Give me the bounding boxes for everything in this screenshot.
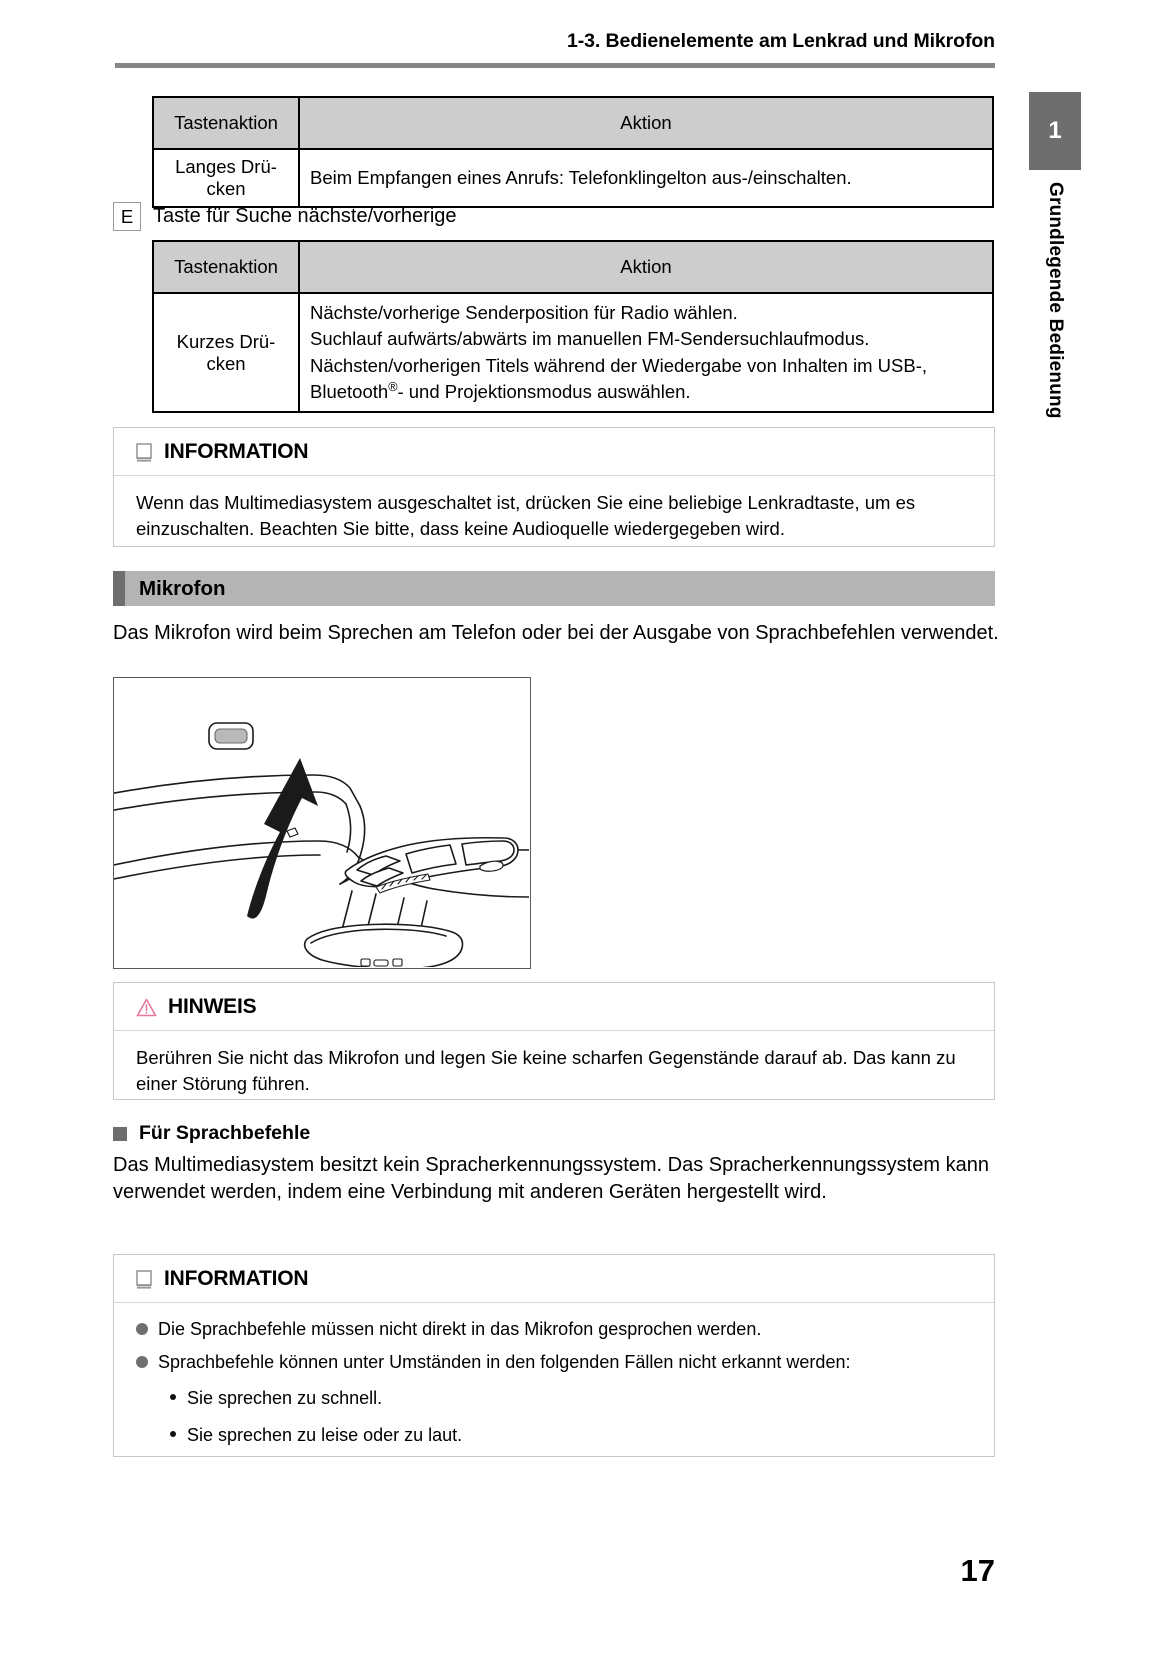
hinweis-box <box>113 982 995 1100</box>
information-box-2-header <box>114 1255 994 1303</box>
warning-triangle-icon <box>136 998 157 1017</box>
information-icon <box>136 1270 153 1289</box>
illustration-svg <box>114 678 529 967</box>
table-header-row <box>153 97 993 149</box>
information-box-1 <box>113 427 995 547</box>
information-icon <box>136 443 153 462</box>
table2-header-aktion: Aktion <box>299 241 993 293</box>
hinweis-box-header <box>114 983 994 1031</box>
list-item-text: Sie sprechen zu schnell. <box>187 1387 383 1408</box>
table-long-press <box>152 96 994 208</box>
bullet-dot-icon <box>136 1356 148 1368</box>
table2-desc-line-3a: Nächsten/vorherigen Titels während der Wiedergabe von Inhalten im <box>310 354 873 376</box>
table2-desc-line-3c: - und Projektionsmodus auswählen. <box>397 380 691 402</box>
header-divider-rule <box>115 63 995 68</box>
table1-header-aktion: Aktion <box>299 97 993 149</box>
table-short-press <box>152 240 994 413</box>
table2-desc-line-2: Suchlauf aufwärts/abwärts im manuellen FM-Sendersuchlaufmodus. <box>310 328 870 350</box>
information-box-2 <box>113 1254 995 1457</box>
registered-trademark-symbol: ® <box>388 379 398 394</box>
table2-desc-line-3b: USB-, Bluetooth <box>310 354 927 402</box>
hinweis-box-body: Berühren Sie nicht das Mikrofon und legen Sie keine scharfen Gegenstände darauf ab. Das kann zu einer Störung führen. <box>136 1047 956 1095</box>
table2-desc-line-1: Nächste/vorherige Senderposition für Radio wählen. <box>310 302 738 323</box>
information-icon-svg <box>136 1270 153 1289</box>
information-box-1-body: Wenn das Multimediasystem ausgeschaltet ist, drücken Sie eine beliebige Lenkradtaste, um es einzuschalten. Beachten Sie bitte, dass keine Audioquelle wiedergegeben wird. <box>136 492 916 540</box>
list-item-text: Sie sprechen zu leise oder zu laut. <box>187 1425 463 1446</box>
list-item <box>170 1423 974 1449</box>
table2-action-text: Kurzes Drü- cken <box>176 330 276 374</box>
section-header-mikrofon <box>113 571 995 606</box>
paragraph-sprachbefehle: Das Multimediasystem besitzt kein Spracherkennungssystem. Das Spracherkennungssystem kann verwendet werden, indem eine Verbindung mit anderen Geräten hergestellt wird. <box>113 1154 989 1204</box>
sub-bullet-list <box>170 1386 974 1449</box>
table-header-row <box>153 241 993 293</box>
table2-cell-description <box>299 293 993 412</box>
information-icon-svg <box>136 443 153 462</box>
information-box-1-title: INFORMATION <box>164 440 309 463</box>
sub-bullet-dot-icon <box>170 1394 176 1400</box>
letter-badge: E <box>113 202 141 231</box>
list-item <box>136 1317 974 1341</box>
section-header-mikrofon-text: Mikrofon <box>139 576 226 600</box>
table2-header-tastenaktion: Tastenaktion <box>153 241 299 293</box>
information-box-1-header <box>114 428 994 476</box>
chapter-tab-number: 1 <box>1029 92 1081 170</box>
paragraph-mikrofon: Das Mikrofon wird beim Sprechen am Telefon oder bei der Ausgabe von Sprachbefehlen verwendet. <box>113 622 999 644</box>
pointer-arrow <box>247 758 318 919</box>
chapter-tab-label-text: Grundlegende Bedienung <box>1045 182 1066 419</box>
table1-cell-description: Beim Empfangen eines Anrufs: Telefonklingelton aus-/einschalten. <box>299 149 993 207</box>
lettered-item-text: Taste für Suche nächste/vorherige <box>153 205 457 227</box>
chapter-tab-label <box>1029 182 1081 502</box>
hinweis-box-title: HINWEIS <box>168 995 257 1018</box>
table2-cell-action <box>153 293 299 412</box>
warning-triangle-icon-svg <box>136 998 157 1017</box>
square-bullet-icon <box>113 1127 127 1141</box>
information-box-2-title: INFORMATION <box>164 1267 309 1290</box>
bullet-list <box>136 1317 974 1375</box>
table-row <box>153 149 993 207</box>
page-header-title: 1-3. Bedienelemente am Lenkrad und Mikrofon <box>566 30 995 52</box>
table-row <box>153 293 993 412</box>
information-box-2-body <box>114 1303 994 1475</box>
sub-bullet-dot-icon <box>170 1431 176 1437</box>
table2-desc-line-3 <box>310 353 982 406</box>
overhead-console-microphone-illustration <box>113 677 531 969</box>
bullet-dot-icon <box>136 1323 148 1335</box>
table1-action-text: Langes Drü- cken <box>175 156 277 199</box>
list-item-text: Sprachbefehle können unter Umständen in den folgenden Fällen nicht erkannt werden: <box>158 1352 851 1373</box>
subsection-heading-text: Für Sprachbefehle <box>139 1122 311 1144</box>
subsection-heading-sprachbefehle <box>113 1122 310 1145</box>
page-number: 17 <box>960 1553 995 1588</box>
table1-cell-action <box>153 149 299 207</box>
list-item <box>170 1386 974 1412</box>
list-item <box>136 1350 974 1374</box>
list-item-text: Die Sprachbefehle müssen nicht direkt in das Mikrofon gesprochen werden. <box>158 1319 762 1339</box>
table1-header-tastenaktion: Tastenaktion <box>153 97 299 149</box>
lettered-item-e <box>113 202 457 231</box>
